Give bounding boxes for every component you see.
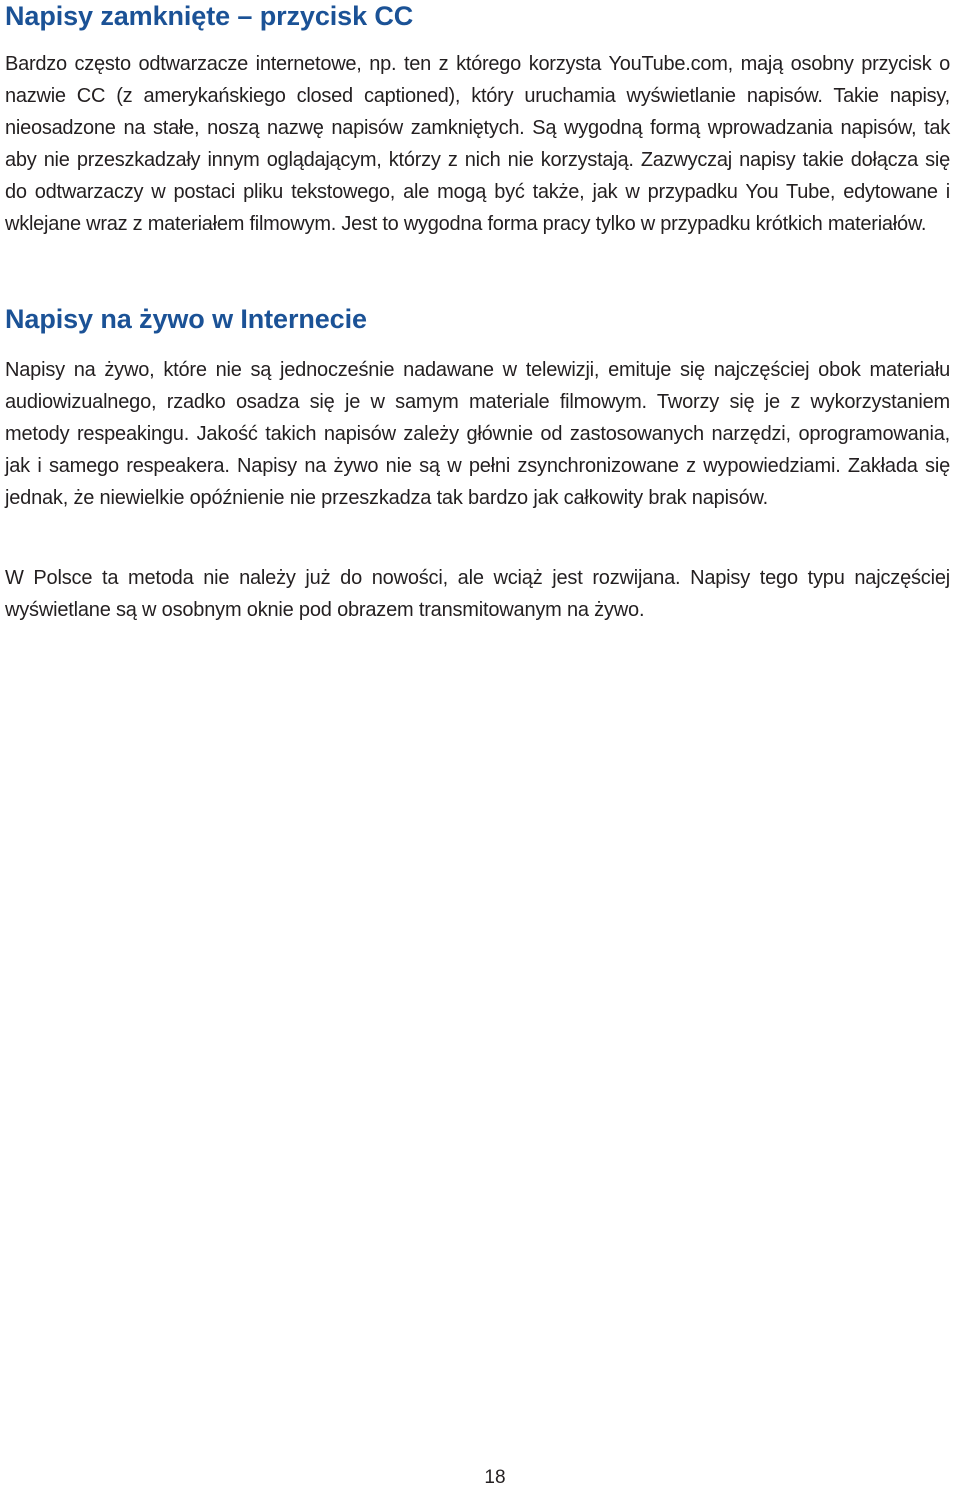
section-heading-closed-captions: Napisy zamknięte – przycisk CC (5, 1, 414, 31)
paragraph-live-captions-poland: W Polsce ta metoda nie należy już do nowości, ale wciąż jest rozwijana. Napisy tego typu najczęściej wyświetlane są w osobnym oknie pod obrazem transmitowanym na żywo. (5, 567, 950, 621)
paragraph-live-captions: Napisy na żywo, które nie są jednocześnie nadawane w telewizji, emituje się najczęściej obok materiału audiowizualnego, rzadko osadza się je w samym materiale filmowym. Tworzy się je z wykorzystaniem metody respeakingu. Jakość takich napisów zależy głównie od zastosowanych narzędzi, oprogramowania, jak i samego respeakera. Napisy na żywo nie są w pełni zsynchronizowane z wypowiedziami. Zakłada się jednak, że niewielkie opóźnienie nie przeszkadza tak bardzo jak całkowity brak napisów. (5, 359, 950, 509)
paragraph-closed-captions: Bardzo często odtwarzacze internetowe, np. ten z którego korzysta YouTube.com, mają osobny przycisk o nazwie CC (z amerykańskiego closed captioned), który uruchamia wyświetlanie napisów. Takie napisy, nieosadzone na stałe, noszą nazwę napisów zamkniętych. Są wygodną formą wprowadzania napisów, tak aby nie przeszkadzały innym oglądającym, którzy z nich nie korzystają. Zazwyczaj napisy takie dołącza się do odtwarzaczy w postaci pliku tekstowego, ale mogą być także, jak w przypadku You Tube, edytowane i wklejane wraz z materiałem filmowym. Jest to wygodna forma pracy tylko w przypadku krótkich materiałów. (5, 53, 950, 235)
page-number: 18 (484, 1467, 506, 1488)
section-heading-live-captions: Napisy na żywo w Internecie (5, 304, 367, 334)
